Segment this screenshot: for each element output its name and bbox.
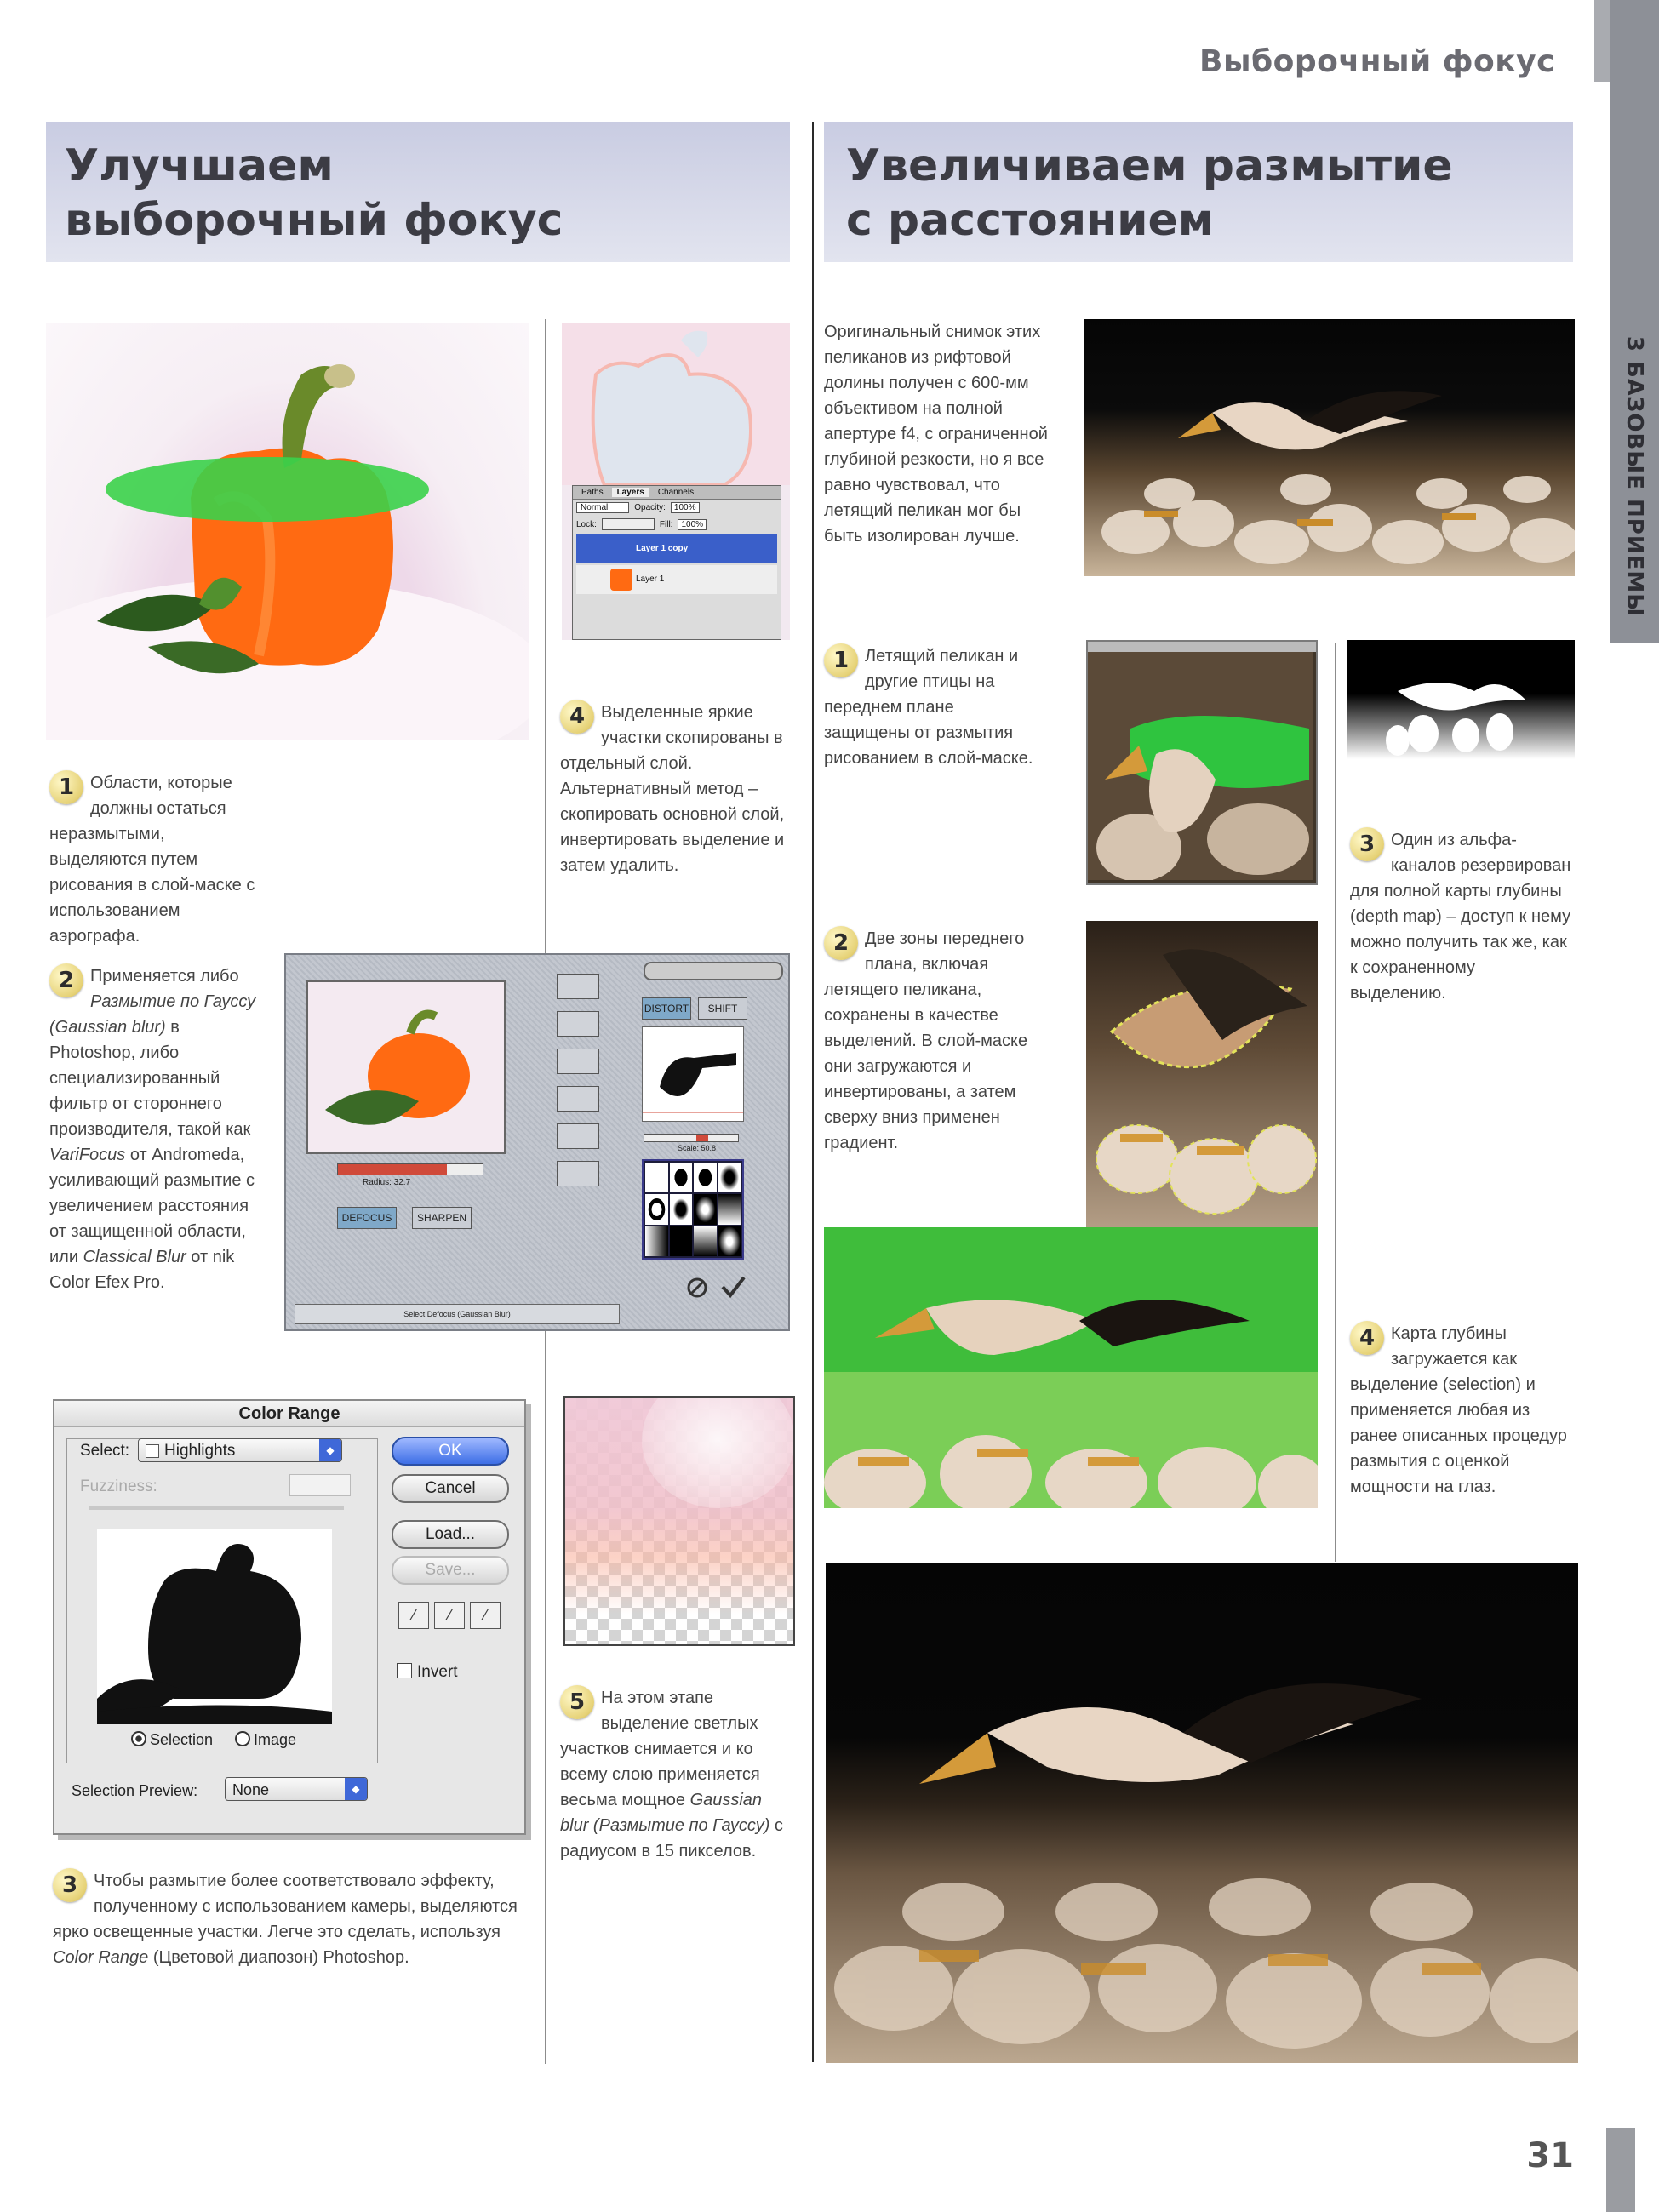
checkmark-icon[interactable] xyxy=(720,1275,746,1299)
preview-value: None xyxy=(232,1781,270,1798)
right-heading-box xyxy=(824,122,1573,262)
fill-label: Fill: xyxy=(659,519,673,529)
step-number-badge: 2 xyxy=(824,926,858,960)
step-number-badge: 4 xyxy=(1350,1321,1384,1355)
right-intro-text: Оригинальный снимок этих пеликанов из рифтовой долины получен с 600-мм объективом на полной апертуре f4, с ограниченной глубиной резкости, но я все равно чувствовал, что летящий пеликан мог бы быть изолирован лучше. xyxy=(824,323,1048,546)
layer-mask-screenshot xyxy=(562,323,790,640)
sharpen-button[interactable]: SHARPEN xyxy=(412,1207,472,1229)
radio-checked-icon xyxy=(131,1731,146,1746)
radio-label: Selection xyxy=(150,1731,214,1748)
left-step-4-caption xyxy=(560,700,787,878)
select-label: Select: xyxy=(80,1442,130,1460)
eyedropper-icon[interactable]: ⁄ xyxy=(398,1602,429,1629)
chevron-updown-icon: ◆ xyxy=(345,1778,367,1800)
filter-tool-button[interactable] xyxy=(557,1086,599,1112)
selection-preview-label: Selection Preview: xyxy=(72,1782,198,1799)
color-range-dialog xyxy=(53,1399,526,1835)
italic-run: VariFocus xyxy=(49,1146,126,1164)
lock-icons[interactable] xyxy=(602,518,655,530)
ok-button[interactable]: OK xyxy=(392,1437,509,1466)
left-step-4-text: Выделенные яркие участки скопированы в отдельный слой. Альтернативный метод – скопировать основной слой, инвертировать выделение и затем удалить. xyxy=(560,703,785,875)
pepper-photo xyxy=(46,323,529,740)
depth-map-alpha-channel xyxy=(1347,640,1575,759)
step-number-badge: 4 xyxy=(560,700,594,734)
opacity-label: Opacity: xyxy=(634,503,666,512)
text-run: На этом этапе выделение светлых участков снимается и ко всему слою применяется весьма мощное xyxy=(560,1689,760,1809)
load-button[interactable]: Load... xyxy=(392,1520,509,1549)
step-number-badge: 3 xyxy=(1350,827,1384,861)
chevron-updown-icon: ◆ xyxy=(319,1439,341,1461)
radio-label: Image xyxy=(254,1731,297,1748)
filter-tool-button[interactable] xyxy=(557,1049,599,1074)
filter-tool-column xyxy=(557,974,599,1195)
page-number-bar xyxy=(1606,2128,1635,2212)
cancel-button[interactable]: Cancel xyxy=(392,1474,509,1503)
select-dropdown[interactable] xyxy=(138,1438,342,1462)
pelican-mask-screenshot xyxy=(1086,640,1318,885)
radio-unchecked-icon xyxy=(235,1731,250,1746)
text-run: от Andromeda, усиливающий размытие с увеличением расстояния от защищенной области, или xyxy=(49,1146,255,1266)
side-tab-strip xyxy=(1594,0,1610,82)
left-step-1-caption xyxy=(49,770,258,949)
filter-preview-image xyxy=(306,980,506,1154)
step-number-badge: 2 xyxy=(49,963,83,997)
layer-name: Layer 1 xyxy=(636,574,665,584)
step-number-badge: 1 xyxy=(824,643,858,677)
right-step-3-text: Один из альфа-каналов резервирован для полной карты глубины (depth map) – доступ к нему можно получить так же, как к сохраненному выделению. xyxy=(1350,831,1571,1003)
blurred-highlights-layer xyxy=(563,1396,795,1646)
eyedropper-group xyxy=(398,1602,501,1629)
green-mask-composite-photo xyxy=(824,1227,1318,1508)
dialog-title: Color Range xyxy=(54,1401,524,1427)
layers-palette xyxy=(572,485,781,640)
opacity-field[interactable]: 100% xyxy=(671,502,700,513)
left-step-2-caption xyxy=(49,963,262,1295)
eyedropper-minus-icon[interactable]: ⁄ xyxy=(470,1602,501,1629)
fill-field[interactable]: 100% xyxy=(678,519,707,530)
shift-button[interactable]: SHIFT xyxy=(698,997,747,1020)
radio-image[interactable] xyxy=(235,1731,296,1749)
invert-checkbox[interactable] xyxy=(397,1663,458,1682)
pelicans-original-photo xyxy=(1084,319,1575,576)
text-run: Применяется либо xyxy=(90,967,239,986)
layer-name: Layer 1 copy xyxy=(636,544,689,553)
right-step-3-caption xyxy=(1350,827,1573,1006)
layer-row[interactable] xyxy=(576,565,777,594)
defocus-button[interactable]: DEFOCUS xyxy=(337,1207,397,1229)
right-step-1-text: Летящий пеликан и другие птицы на переднем плане защищены от размытия рисованием в слой-маске. xyxy=(824,647,1033,768)
left-step-5-caption xyxy=(560,1685,788,1864)
chapter-side-tab xyxy=(1610,0,1659,643)
filter-status-bar: Select Defocus (Gaussian Blur) xyxy=(295,1304,620,1324)
fuzziness-label: Fuzziness: xyxy=(80,1478,157,1495)
text-run: с радиусом в 15 пикселов. xyxy=(560,1816,783,1860)
checkbox-icon xyxy=(397,1663,412,1678)
right-step-2-caption xyxy=(824,926,1044,1156)
layer-thumbnail xyxy=(610,569,632,591)
filter-tool-button[interactable] xyxy=(557,1123,599,1149)
cancel-icon[interactable] xyxy=(686,1277,708,1299)
step-number-badge: 5 xyxy=(560,1685,594,1719)
italic-run: Размытие по Гауссу (Gaussian blur) xyxy=(49,992,256,1037)
text-run: от nik Color Efex Pro. xyxy=(49,1248,235,1292)
highlights-swatch-icon xyxy=(146,1444,159,1458)
step-number-badge: 1 xyxy=(49,770,83,804)
radius-value: Radius: 32.7 xyxy=(363,1178,411,1187)
invert-label: Invert xyxy=(417,1663,458,1681)
column-divider xyxy=(812,122,814,2062)
italic-run: Gaussian blur (Размытие по Гауссу) xyxy=(560,1791,770,1835)
radius-slider[interactable] xyxy=(337,1163,483,1175)
pelicans-final-photo xyxy=(826,1563,1578,2063)
brush-grid[interactable] xyxy=(642,1159,744,1260)
filter-tool-button[interactable] xyxy=(557,1161,599,1186)
save-button[interactable]: Save... xyxy=(392,1556,509,1585)
eyedropper-plus-icon[interactable]: ⁄ xyxy=(434,1602,465,1629)
column-rule-right xyxy=(1335,643,1336,1562)
left-heading-box xyxy=(46,122,790,262)
fuzziness-slider[interactable] xyxy=(89,1506,344,1510)
chapter-side-tab-label: 3 БАЗОВЫЕ ПРИЕМЫ xyxy=(1622,335,1647,618)
step-number-badge: 3 xyxy=(53,1868,87,1902)
top-slider[interactable] xyxy=(644,962,783,980)
right-step-4-text: Карта глубины загружается как выделение (selection) и применяется любая из ранее описанных процедур размытия с оценкой мощности на глаз. xyxy=(1350,1324,1567,1496)
fuzziness-field[interactable] xyxy=(289,1474,351,1496)
filter-plugin-panel xyxy=(284,953,790,1331)
text-run: в Photoshop, либо специализированный фильтр от стороннего производителя, такой как xyxy=(49,1018,251,1139)
page-number: 31 xyxy=(1526,2136,1574,2175)
saved-selections-photo xyxy=(1086,921,1318,1236)
right-step-1-caption xyxy=(824,643,1044,771)
layer-row-selected[interactable] xyxy=(576,534,777,563)
lock-label: Lock: xyxy=(576,519,597,529)
right-step-4-caption xyxy=(1350,1321,1573,1500)
right-heading: Увеличиваем размытие с расстоянием xyxy=(846,140,1453,246)
running-title: Выборочный фокус xyxy=(1199,44,1555,79)
italic-run: Classical Blur xyxy=(83,1248,186,1266)
text-run: (Цветовой диапозон) Photoshop. xyxy=(148,1948,409,1967)
filter-tool-button[interactable] xyxy=(557,974,599,999)
selection-preview-image xyxy=(97,1529,332,1724)
left-step-3-caption xyxy=(53,1868,529,1970)
left-step-1-text: Области, которые должны остаться неразмытыми, выделяются путем рисования в слой-маске с использованием аэрографа. xyxy=(49,774,255,946)
scale-value: Scale: 50.8 xyxy=(678,1144,717,1152)
blend-mode-select[interactable]: Normal xyxy=(576,502,629,513)
tab-paths[interactable]: Paths xyxy=(581,488,604,497)
distort-button[interactable]: DISTORT xyxy=(642,997,691,1020)
filter-tool-button[interactable] xyxy=(557,1011,599,1037)
italic-run: Color Range xyxy=(53,1948,149,1967)
tab-channels[interactable]: Channels xyxy=(657,488,695,497)
filter-curve-preview xyxy=(642,1026,744,1122)
select-value: Highlights xyxy=(164,1442,236,1460)
radio-selection[interactable] xyxy=(131,1731,213,1749)
right-step-2-text: Две зоны переднего плана, включая летящего пеликана, сохранены в качестве выделений. В слой-маске они загружаются и инвертированы, а затем сверху вниз применен градиент. xyxy=(824,929,1028,1152)
text-run: Чтобы размытие более соответствовало эффекту, полученному с использованием камеры, выделяются ярко освещенные участки. Легче это сделать, используя xyxy=(53,1872,518,1941)
scale-slider[interactable] xyxy=(644,1134,739,1142)
tab-layers[interactable]: Layers xyxy=(612,488,649,497)
left-heading: Улучшаем выборочный фокус xyxy=(65,140,563,246)
selection-preview-dropdown[interactable] xyxy=(225,1777,368,1801)
